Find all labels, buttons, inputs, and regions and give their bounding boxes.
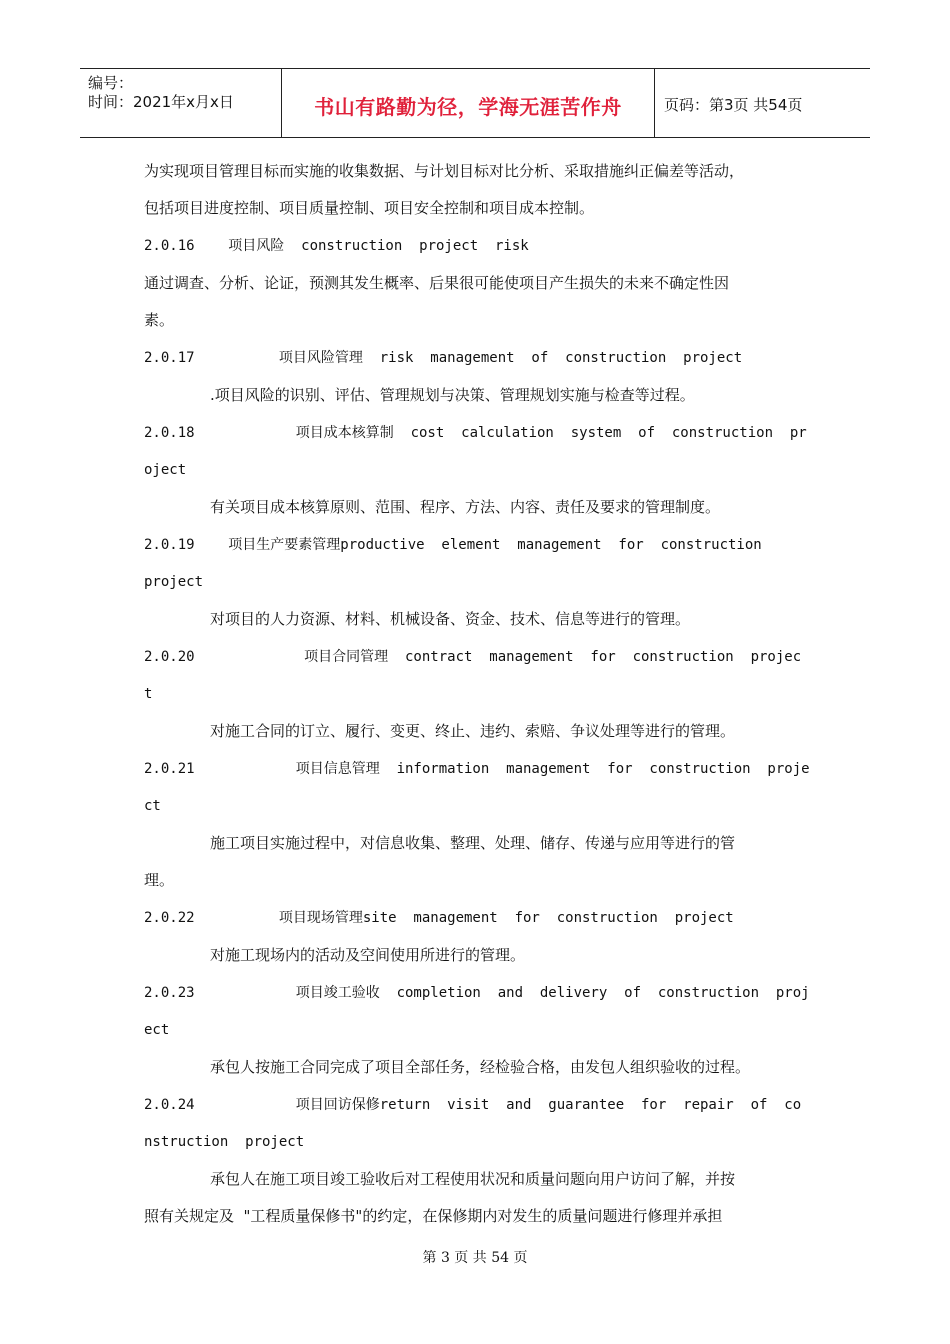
body-line: 承包人在施工项目竣工验收后对工程使用状况和质量问题向用户访问了解，并按 (210, 1170, 736, 1188)
body-line: 对项目的人力资源、材料、机械设备、资金、技术、信息等进行的管理。 (210, 610, 691, 628)
clause-heading: 2.0.19 项目生产要素管理productive element management for construction (144, 537, 762, 553)
clause-heading: 2.0.18 项目成本核算制 cost calculation system of construction pr (144, 425, 807, 441)
document-date: 时间：2021年x月x日 (88, 93, 234, 111)
motto-text: 书山有路勤为径，学海无涯苦作舟 (314, 95, 622, 119)
page-number-info: 页码：第3页 共54页 (664, 96, 803, 114)
page-header (80, 68, 870, 138)
body-line: 素。 (144, 311, 175, 329)
clause-heading: 2.0.24 项目回访保修return visit and guarantee for repair of co (144, 1097, 802, 1113)
clause-heading-continued: ect (144, 1022, 170, 1038)
body-line: 对施工合同的订立、履行、变更、终止、违约、索赔、争议处理等进行的管理。 (210, 722, 736, 740)
clause-heading-continued: nstruction project (144, 1134, 305, 1150)
document-number-label: 编号： (88, 74, 134, 92)
header-motto-cell (282, 69, 655, 137)
body-line: 包括项目进度控制、项目质量控制、项目安全控制和项目成本控制。 (144, 199, 595, 217)
body-line: 通过调查、分析、论证，预测其发生概率、后果很可能使项目产生损失的未来不确定性因 (144, 274, 730, 292)
body-line: .项目风险的识别、评估、管理规划与决策、管理规划实施与检查等过程。 (210, 386, 695, 404)
clause-heading-continued: oject (144, 462, 187, 478)
body-line: 为实现项目管理目标而实施的收集数据、与计划目标对比分析、采取措施纠正偏差等活动， (144, 162, 745, 180)
clause-heading-continued: project (144, 574, 204, 590)
page-footer: 第 3 页 共 54 页 (422, 1250, 528, 1266)
clause-heading: 2.0.17 项目风险管理 risk management of construction project (144, 350, 743, 366)
body-line: 施工项目实施过程中，对信息收集、整理、处理、储存、传递与应用等进行的管 (210, 834, 736, 852)
clause-heading: 2.0.16 项目风险 construction project risk (144, 238, 529, 254)
clause-heading-continued: t (144, 686, 153, 702)
clause-heading: 2.0.23 项目竣工验收 completion and delivery of construction proj (144, 985, 810, 1001)
clause-heading: 2.0.21 项目信息管理 information management for construction proje (144, 761, 810, 777)
header-page-cell (655, 69, 870, 137)
body-line: 有关项目成本核算原则、范围、程序、方法、内容、责任及要求的管理制度。 (210, 498, 721, 516)
body-line: 照有关规定及 "工程质量保修书"的约定，在保修期内对发生的质量问题进行修理并承担 (144, 1207, 723, 1225)
body-line: 理。 (144, 871, 175, 889)
header-info-cell (80, 69, 282, 137)
body-line: 承包人按施工合同完成了项目全部任务，经检验合格，由发包人组织验收的过程。 (210, 1058, 751, 1076)
clause-heading: 2.0.20 项目合同管理 contract management for construction projec (144, 649, 802, 665)
clause-heading: 2.0.22 项目现场管理site management for construction project (144, 910, 734, 926)
body-line: 对施工现场内的活动及空间使用所进行的管理。 (210, 946, 526, 964)
clause-heading-continued: ct (144, 798, 161, 814)
